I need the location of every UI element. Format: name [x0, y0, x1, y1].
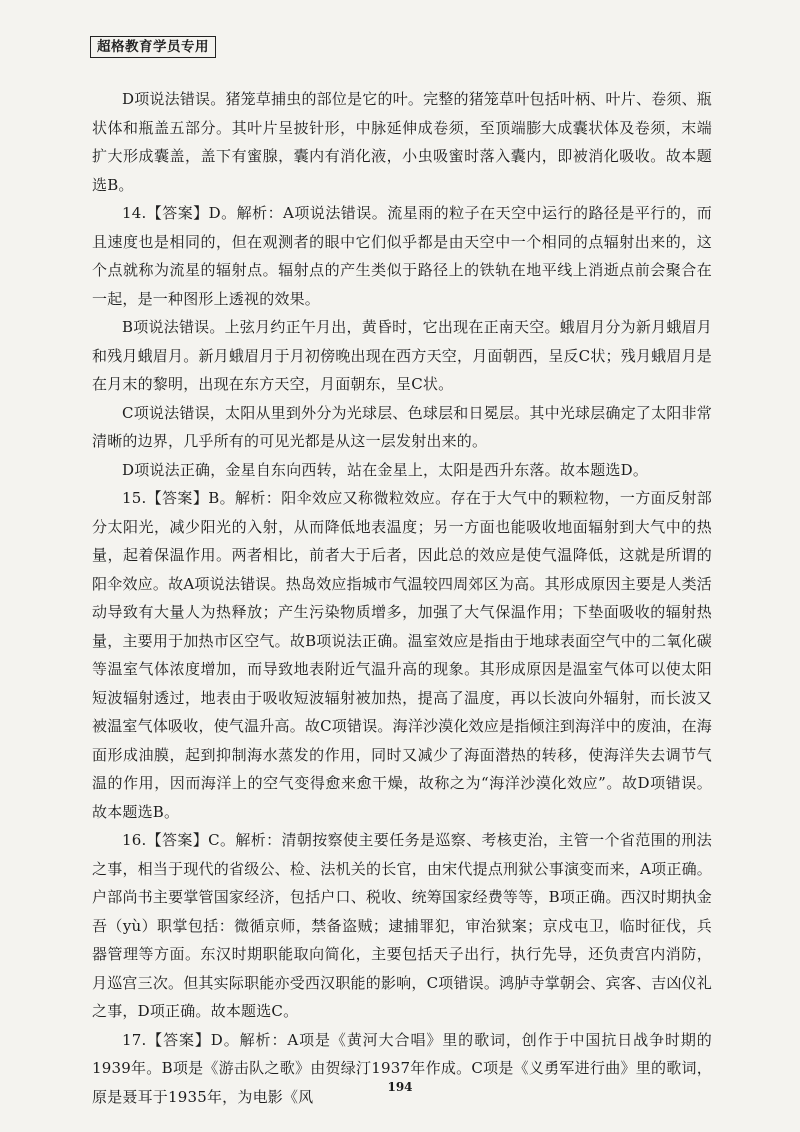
paragraph-14-b: B项说法错误。上弦月约正午月出，黄昏时，它出现在正南天空。蛾眉月分为新月蛾眉月和残月蛾眉月。新月蛾眉月于月初傍晚出现在西方天空，月面朝西，呈反C状；残月蛾眉月是在月末的黎明，出现在东方天空，月面朝东，呈C状。	[92, 318, 712, 393]
paragraph-14-c: C项说法错误，太阳从里到外分为光球层、色球层和日冕层。其中光球层确定了太阳非常清晰的边界，几乎所有的可见光都是从这一层发射出来的。	[92, 403, 712, 450]
paragraph-14-d: D项说法正确，金星自东向西转，站在金星上，太阳是西升东落。故本题选D。	[122, 460, 649, 479]
header-label: 超格教育学员专用	[90, 36, 216, 58]
paragraph-16: 16.【答案】C。解析：清朝按察使主要任务是巡察、考核吏治，主管一个省范围的刑法之事，相当于现代的省级公、检、法机关的长官，由宋代提点刑狱公事演变而来，A项正确。户部尚书主要掌管国家经济，包括户口、税收、统筹国家经费等等，B项正确。西汉时期执金吾（yù）职掌包括：微循京师，禁备盗贼；逮捕罪犯，审治狱案；京戍屯卫，临时征伐，兵器管理等方面。东汉时期职能取向简化，主要包括天子出行，执行先导，还负责宫内消防，月巡宫三次。但其实际职能亦受西汉职能的影响，C项错误。鸿胪寺掌朝会、宾客、吉凶仪礼之事，D项正确。故本题选C。	[92, 831, 712, 1020]
paragraph-14: 14.【答案】D。解析：A项说法错误。流星雨的粒子在天空中运行的路径是平行的，而且速度也是相同的，但在观测者的眼中它们似乎都是由天空中一个相同的点辐射出来的，这个点就称为流星的辐射点。辐射点的产生类似于路径上的铁轨在地平线上消逝点前会聚合在一起，是一种图形上透视的效果。	[92, 204, 712, 308]
paragraph-13-d: D项说法错误。猪笼草捕虫的部位是它的叶。完整的猪笼草叶包括叶柄、叶片、卷须、瓶状体和瓶盖五部分。其叶片呈披针形，中脉延伸成卷须，至顶端膨大成囊状体及卷须，末端扩大形成囊盖，盖下有蜜腺，囊内有消化液，小虫吸蜜时落入囊内，即被消化吸收。故本题选B。	[92, 90, 712, 194]
paragraph-15: 15.【答案】B。解析：阳伞效应又称微粒效应。存在于大气中的颗粒物，一方面反射部分太阳光，减少阳光的入射，从而降低地表温度；另一方面也能吸收地面辐射到大气中的热量，起着保温作用。两者相比，前者大于后者，因此总的效应是使气温降低，这就是所谓的阳伞效应。故A项说法错误。热岛效应指城市气温较四周郊区为高。其形成原因主要是人类活动导致有大量人为热释放；产生污染物质增多，加强了大气保温作用；下垫面吸收的辐射热量，主要用于加热市区空气。故B项说法正确。温室效应是指由于地球表面空气中的二氧化碳等温室气体浓度增加，而导致地表附近气温升高的现象。其形成原因是温室气体可以使太阳短波辐射透过，地表由于吸收短波辐射被加热，提高了温度，再以长波向外辐射，而长波又被温室气体吸收，使气温升高。故C项错误。海洋沙漠化效应是指倾注到海洋中的废油，在海面形成油膜，起到抑制海水蒸发的作用，同时又减少了海面潜热的转移，使海洋失去调节气温的作用，因而海洋上的空气变得愈来愈干燥，故称之为“海洋沙漠化效应”。故D项错误。故本题选B。	[92, 489, 712, 821]
paragraph-17: 17.【答案】D。解析：A项是《黄河大合唱》里的歌词，创作于中国抗日战争时期的1939年。B项是《游击队之歌》由贺绿汀1937年作成。C项是《义勇军进行曲》里的歌词，原是聂耳于1935年，为电影《风	[92, 1030, 712, 1106]
page-number: 194	[387, 1080, 413, 1094]
document-body	[92, 85, 712, 1111]
